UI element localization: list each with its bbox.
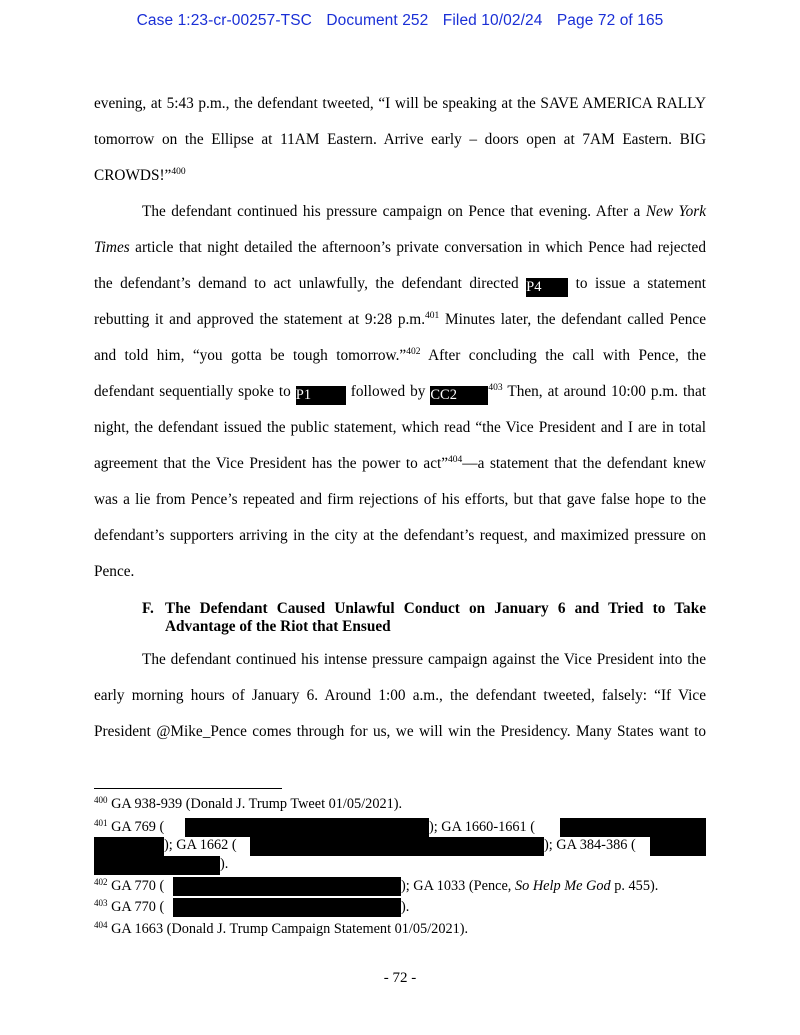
body-line: The defendant continued his pressure campaign on Pence that evening. After a New York bbox=[142, 203, 707, 220]
footnote-403: $^{403}$ GA 770 ( bbox=[94, 898, 165, 915]
body-line: was a lie from Pence’s repeated and firm rejections of his efforts, but that gave false hope to the bbox=[94, 491, 706, 508]
footnote-401-text: ). bbox=[220, 856, 229, 872]
footnote-ref: 404 bbox=[448, 455, 463, 465]
body-line: CROWDS!”$^{400}$ bbox=[94, 167, 186, 184]
redaction-block bbox=[650, 837, 706, 856]
body-line: night, the defendant issued the public statement, which read “the Vice President and I are in total bbox=[94, 419, 706, 436]
case-number: Case 1:23-cr-00257-TSC bbox=[136, 12, 312, 29]
redaction-block bbox=[185, 818, 429, 837]
section-heading: The Defendant Caused Unlawful Conduct on January 6 and Tried to Take bbox=[165, 600, 706, 617]
footnote-ref: 400 bbox=[171, 167, 186, 177]
footnote-401-text: ); GA 1662 ( bbox=[164, 837, 237, 853]
body-line: early morning hours of January 6. Around 1:00 a.m., the defendant tweeted, falsely: “If Vice bbox=[94, 687, 706, 704]
footnote-401-text: ); GA 1660-1661 ( bbox=[429, 819, 536, 835]
redaction-label: P4 bbox=[526, 278, 568, 297]
body-line: agreement that the Vice President has the power to act”$^{404}$—a statement that the defendant knew bbox=[94, 455, 706, 472]
footnote-ref: 403 bbox=[488, 383, 503, 393]
redaction-block bbox=[173, 877, 401, 896]
redaction-block bbox=[94, 837, 164, 856]
filed-date: Filed 10/02/24 bbox=[442, 12, 543, 29]
footnote-separator bbox=[94, 788, 282, 789]
body-line: evening, at 5:43 p.m., the defendant tweeted, “I will be speaking at the SAVE AMERICA RALLY bbox=[94, 95, 706, 112]
footnote-ref: 401 bbox=[425, 311, 440, 321]
redaction-label: P1 bbox=[296, 386, 346, 405]
body-line: defendant’s supporters arriving in the city at the defendant’s request, and maximized pressure on bbox=[94, 527, 706, 544]
footnote-403-text: ). bbox=[401, 899, 410, 915]
body-line: the defendant’s demand to act unlawfully, the defendant directed P4 to issue a statement bbox=[94, 275, 707, 295]
page-of-total: Page 72 of 165 bbox=[556, 12, 664, 29]
footnote-401: $^{401}$ GA 769 ( bbox=[94, 818, 165, 835]
body-line: President @Mike_Pence comes through for us, we will win the Presidency. Many States want to bbox=[94, 723, 706, 740]
redaction-block bbox=[94, 856, 220, 875]
body-line: tomorrow on the Ellipse at 11AM Eastern. Arrive early – doors open at 7AM Eastern. BIG bbox=[94, 131, 706, 148]
redaction-block bbox=[250, 837, 544, 856]
redaction-block bbox=[173, 898, 401, 917]
footnote-400: $^{400}$ GA 938-939 (Donald J. Trump Tweet 01/05/2021). bbox=[94, 795, 403, 812]
body-line: Times article that night detailed the afternoon’s private conversation in which Pence had rejected bbox=[94, 239, 706, 256]
body-line: rebutting it and approved the statement at 9:28 p.m.$^{401}$ Minutes later, the defendant called Pence bbox=[94, 311, 706, 328]
page-number: - 72 - bbox=[383, 970, 417, 986]
footnote-404: $^{404}$ GA 1663 (Donald J. Trump Campaign Statement 01/05/2021). bbox=[94, 920, 469, 937]
case-header bbox=[0, 12, 800, 30]
redaction-block bbox=[560, 818, 706, 837]
section-heading: Advantage of the Riot that Ensued bbox=[165, 618, 391, 635]
footnote-402-text: ); GA 1033 (Pence, So Help Me God p. 455). bbox=[401, 878, 659, 894]
section-letter: F. bbox=[142, 600, 154, 617]
footnote-401-text: ); GA 384-386 ( bbox=[544, 837, 636, 853]
body-line: and told him, “you gotta be tough tomorrow.”$^{402}$ After concluding the call with Pence, the bbox=[94, 347, 706, 364]
body-line: defendant sequentially spoke to P1 followed by CC2 $^{403}$ Then, at around 10:00 p.m. that bbox=[94, 383, 707, 403]
footnote-402: $^{402}$ GA 770 ( bbox=[94, 877, 165, 894]
footnote-ref: 402 bbox=[406, 347, 421, 357]
document-number: Document 252 bbox=[326, 12, 429, 29]
body-line: The defendant continued his intense pressure campaign against the Vice President into the bbox=[142, 651, 706, 668]
redaction-label: CC2 bbox=[430, 386, 488, 405]
body-line: Pence. bbox=[94, 563, 135, 580]
